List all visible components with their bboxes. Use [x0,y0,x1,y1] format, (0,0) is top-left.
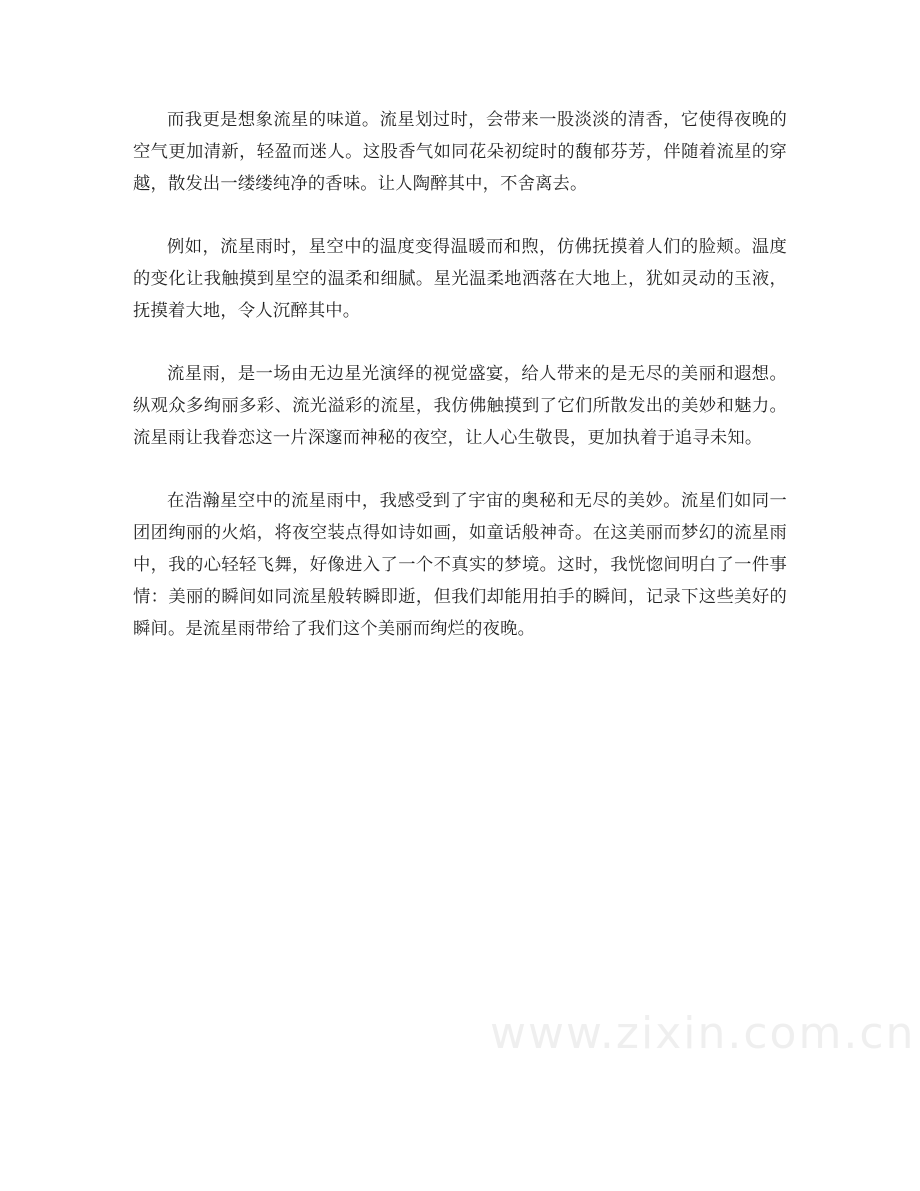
paragraph-2: 例如，流星雨时，星空中的温度变得温暖而和煦，仿佛抚摸着人们的脸颊。温度的变化让我触摸到星空的温柔和细腻。星光温柔地洒落在大地上，犹如灵动的玉液，抚摸着大地，令人沉醉其中。 [133,237,787,321]
paragraph-4: 在浩瀚星空中的流星雨中，我感受到了宇宙的奥秘和无尽的美妙。流星们如同一团团绚丽的火焰，将夜空装点得如诗如画，如童话般神奇。在这美丽而梦幻的流星雨中，我的心轻轻飞舞，好像进入了一个不真实的梦境。这时，我恍惚间明白了一件事情：美丽的瞬间如同流星般转瞬即逝，但我们却能用拍手的瞬间，记录下这些美好的瞬间。是流星雨带给了我们这个美丽而绚烂的夜晚。 [133,491,787,639]
paragraph-3: 流星雨，是一场由无边星光演绎的视觉盛宴，给人带来的是无尽的美丽和遐想。纵观众多绚丽多彩、流光溢彩的流星，我仿佛触摸到了它们所散发出的美妙和魅力。流星雨让我眷恋这一片深邃而神秘的夜空，让人心生敬畏，更加执着于追寻未知。 [133,364,787,448]
document-body [133,104,787,676]
paragraph-1: 而我更是想象流星的味道。流星划过时，会带来一股淡淡的清香，它使得夜晚的空气更加清新，轻盈而迷人。这股香气如同花朵初绽时的馥郁芬芳，伴随着流星的穿越，散发出一缕缕纯净的香味。让人陶醉其中，不舍离去。 [133,110,787,194]
watermark: www.zixin.com.cn [490,1008,916,1059]
